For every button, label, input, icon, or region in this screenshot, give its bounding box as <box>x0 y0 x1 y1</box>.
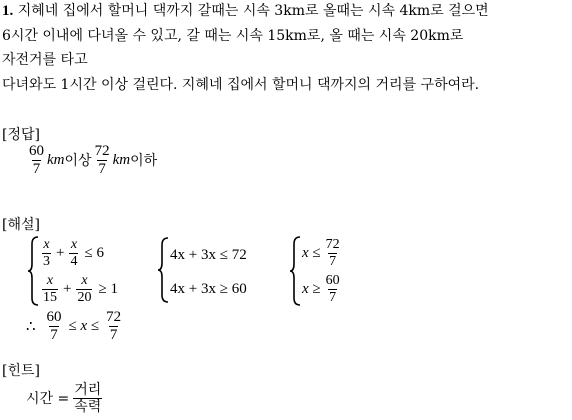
problem-line-2: 6시간 이내에 다녀올 수 있고, 갈 때는 시속 15km로, 올 때는 시속 20km로 <box>2 28 464 44</box>
system-1-row-1: $\frac{x}{3}$ + $\frac{x}{4}$ ≤ 6 <box>43 236 104 269</box>
answer-fraction-lower: $\frac{60}{7}$ <box>29 142 44 177</box>
hint-formula: 시간 = $\frac{\text{거리}}{\text{속력}}$ <box>26 381 102 415</box>
answer-expression <box>26 140 157 180</box>
system-3-row-1: x ≤ $\frac{72}{7}$ <box>302 236 340 269</box>
answer-word-2: 이하 <box>130 153 158 169</box>
system-2-brace <box>158 237 170 303</box>
problem-line-4: 다녀와도 1시간 이상 걸린다. 지혜네 집에서 할머니 댁까지의 거리를 구하여라. <box>2 77 480 93</box>
answer-label: [정답] <box>2 127 40 143</box>
system-3-row-2: x ≥ $\frac{60}{7}$ <box>302 272 340 305</box>
problem-line-3: 자전거를 타고 <box>2 52 88 68</box>
problem-line-1 <box>2 2 489 20</box>
therefore-symbol: ∴ <box>26 318 36 335</box>
system-1 <box>40 238 118 304</box>
problem-number: 1. <box>2 3 14 19</box>
answer-unit-1: km <box>47 151 65 168</box>
answer-word-1: 이상 <box>64 153 92 169</box>
system-3 <box>302 238 343 304</box>
answer-fraction-upper: $\frac{72}{7}$ <box>94 142 110 177</box>
system-1-brace <box>28 236 40 306</box>
system-3-brace <box>290 236 302 306</box>
problem-text-1: 지혜네 집에서 할머니 댁까지 갈때는 시속 3km로 올때는 시속 4km로 걸으면 <box>17 3 489 19</box>
system-1-row-2: $\frac{x}{15}$ + $\frac{x}{20}$ ≥ 1 <box>43 272 118 305</box>
conclusion: ∴ $\frac{60}{7}$ ≤ x ≤ $\frac{72}{7}$ <box>26 308 122 343</box>
hint-label: [힌트] <box>2 363 40 379</box>
system-2 <box>170 246 247 298</box>
answer-unit-2: km <box>112 151 131 168</box>
system-2-row-2: 4x + 3x ≥ 60 <box>170 281 247 297</box>
solution-label: [해설] <box>2 217 40 233</box>
system-2-row-1: 4x + 3x ≤ 72 <box>170 247 247 263</box>
